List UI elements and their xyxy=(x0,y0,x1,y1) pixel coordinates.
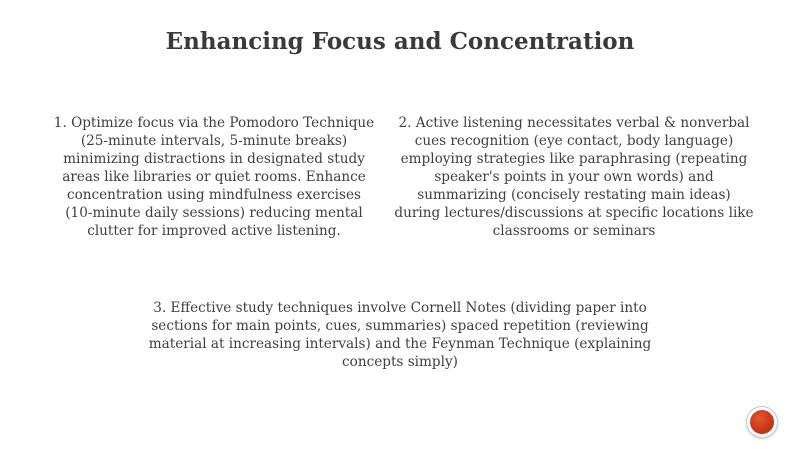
point-pomodoro: 1. Optimize focus via the Pomodoro Technique (25-minute intervals, 5-minute breaks) minimizing distractions in designated study areas like libraries or quiet rooms. Enhance concentration using mindfulness exercises (10-minute daily sessions) reducing mental clutter for improved active listening. xyxy=(53,115,375,239)
circle-button-icon[interactable] xyxy=(747,407,777,437)
point-study-techniques: 3. Effective study techniques involve Cornell Notes (dividing paper into sections for main points, cues, summaries) spaced repetition (reviewing material at increasing intervals) and the Feynman Technique (explaining concepts simply) xyxy=(148,300,652,370)
slide-title: Enhancing Focus and Concentration xyxy=(165,28,635,55)
nav-button-fill xyxy=(750,410,774,434)
point-active-listening: 2. Active listening necessitates verbal & nonverbal cues recognition (eye contact, body language) employing strategies like paraphrasing (repeating speaker's points in your own words) and summarizing (concisely restating main ideas) during lectures/discussions at specific locations like classrooms or seminars xyxy=(394,115,754,239)
